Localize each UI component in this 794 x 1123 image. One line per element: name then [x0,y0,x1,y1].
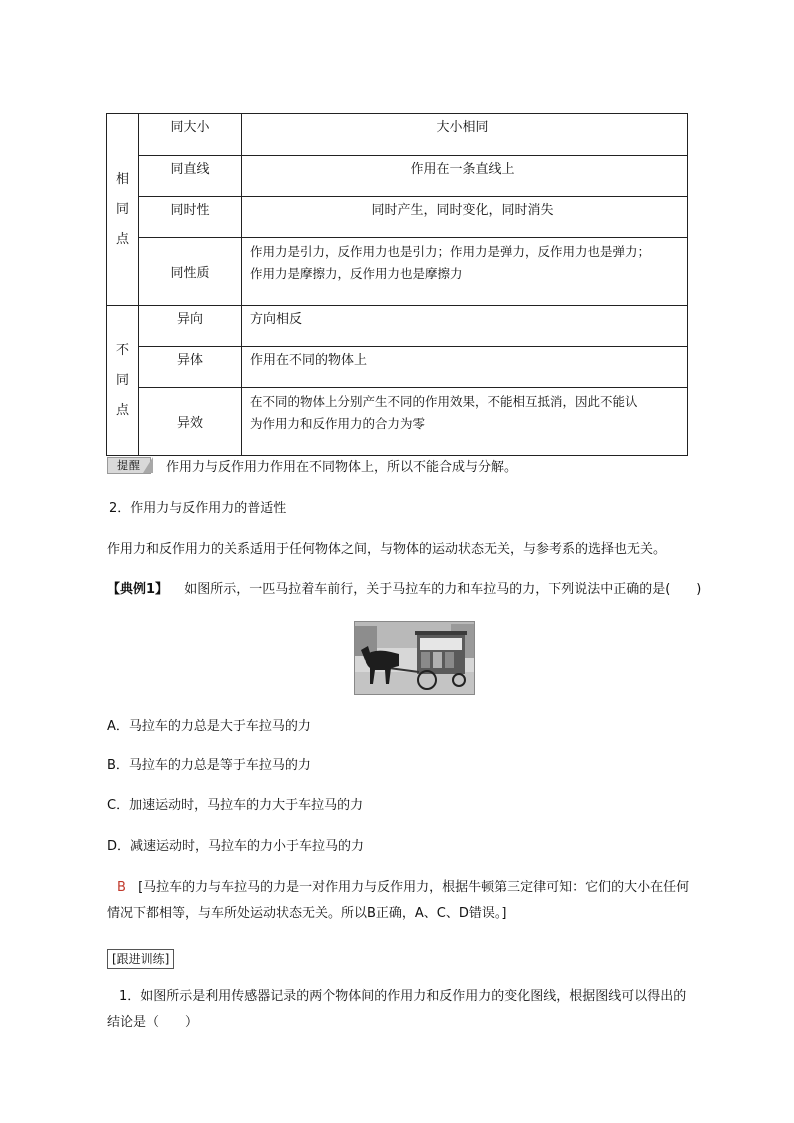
option-b: B．马拉车的力总是等于车拉马的力 [107,758,311,773]
group-char: 同 [115,201,129,217]
answer-letter: B [117,880,126,895]
row-value: 作用在一条直线上 [410,162,515,177]
row-value: 方向相反 [250,312,303,327]
row-value-line: 作用力是摩擦力，反作用力也是摩擦力 [250,266,463,281]
table-row [107,197,688,238]
row-key: 同大小 [170,120,210,135]
table-row [107,388,688,456]
group-same [107,114,139,306]
row-key: 异效 [176,416,203,431]
group-char: 点 [115,231,129,247]
group-diff-label [107,336,138,426]
tip-badge: 提醒 [107,457,151,474]
table-row [107,114,688,156]
tip-text: 作用力与反作用力作用在不同物体上，所以不能合成与分解。 [166,460,518,475]
example-label: 【典例1】 [107,582,169,597]
row-key: 同时性 [170,203,210,218]
group-same-label [107,165,138,255]
row-key: 同直线 [170,162,210,177]
row-key: 异体 [176,353,203,368]
example-question-line [107,580,701,600]
section-heading: 2．作用力与反作用力的普适性 [109,501,287,516]
option-c: C．加速运动时，马拉车的力大于车拉马的力 [107,798,364,813]
row-value-line: 作用力是引力，反作用力也是引力；作用力是弹力，反作用力也是弹力； [250,244,651,259]
row-key: 异向 [176,312,203,327]
horse-carriage-photo [354,621,475,695]
example-question: 如图所示，一匹马拉着车前行，关于马拉车的力和车拉马的力，下列说法中正确的是( ) [184,582,702,597]
table-row [107,347,688,388]
group-char: 相 [115,171,129,187]
row-value-line: 在不同的物体上分别产生不同的作用效果，不能相互抵消，因此不能认 [250,394,638,409]
option-d: D．减速运动时，马拉车的力小于车拉马的力 [107,839,365,854]
group-char: 不 [115,342,129,358]
group-char: 同 [115,372,129,388]
row-key: 同性质 [170,266,210,281]
comparison-table [106,113,688,456]
practice-question-line2: 结论是（ ） [107,1015,199,1030]
answer-explanation-line1 [117,878,689,898]
tip-badge-corner [143,457,153,473]
practice-label: [跟进训练] [107,949,174,969]
table-row [107,306,688,347]
option-a: A．马拉车的力总是大于车拉马的力 [107,719,311,734]
table-row [107,156,688,197]
answer-explanation-line2: 情况下都相等，与车所处运动状态无关。所以B正确，A、C、D错误。] [107,906,507,921]
practice-question-line1: 1．如图所示是利用传感器记录的两个物体间的作用力和反作用力的变化图线，根据图线可以得出的 [119,989,687,1004]
group-diff [107,306,139,456]
row-value-line: 为作用力和反作用力的合力为零 [250,416,426,431]
row-value: 作用在不同的物体上 [250,353,368,368]
horse-carriage-image [355,622,474,694]
group-char: 点 [115,402,129,418]
row-value: 同时产生，同时变化，同时消失 [371,203,554,218]
table-row [107,238,688,306]
explanation-text: [马拉车的力与车拉马的力是一对作用力与反作用力，根据牛顿第三定律可知：它们的大小在任何 [138,880,690,895]
section-body: 作用力和反作用力的关系适用于任何物体之间，与物体的运动状态无关，与参考系的选择也无关。 [107,542,667,557]
row-value: 大小相同 [436,120,489,135]
